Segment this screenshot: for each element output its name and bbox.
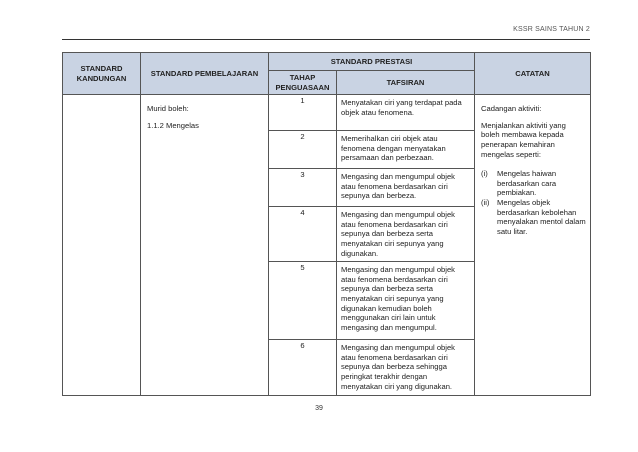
tafsiran-cell: Memerihalkan ciri objek atau fenomena dengan menyatakan persamaan dan perbezaan. xyxy=(337,131,475,169)
tahap-cell: 6 xyxy=(269,340,337,396)
pembelajaran-cell xyxy=(141,95,269,396)
tahap-cell: 5 xyxy=(269,262,337,340)
list-marker: (i) xyxy=(481,169,488,179)
header-standard-prestasi: STANDARD PRESTASI xyxy=(269,53,475,71)
header-standard-pembelajaran: STANDARD PEMBELAJARAN xyxy=(141,53,269,95)
page-number: 39 xyxy=(315,405,323,412)
tafsiran-cell: Mengasing dan mengumpul objek atau fenomena berdasarkan ciri sepunya dan berbeza serta menyatakan ciri sepunya yang digunakan. xyxy=(337,207,475,262)
tahap-cell: 2 xyxy=(269,131,337,169)
standards-table xyxy=(62,52,591,396)
list-item xyxy=(481,169,586,198)
header-rule xyxy=(62,39,590,40)
tafsiran-cell: Mengasing dan mengumpul objek atau fenomena berdasarkan ciri sepunya dan berbeza. xyxy=(337,169,475,207)
catatan-cell xyxy=(475,95,591,396)
tahap-cell: 3 xyxy=(269,169,337,207)
tahap-cell: 1 xyxy=(269,95,337,131)
pembelajaran-item: 1.1.2 Mengelas xyxy=(147,120,199,130)
tafsiran-cell: Mengasing dan mengumpul objek atau fenomena berdasarkan ciri sepunya dan berbeza serta menyatakan ciri sepunya yang digunakan kemudian boleh menggunakan ciri lain untuk mengasing dan mengumpul. xyxy=(337,262,475,340)
list-text: Mengelas haiwan berdasarkan cara pembiakan. xyxy=(497,169,557,198)
running-header: KSSR SAINS TAHUN 2 xyxy=(513,26,590,33)
header-catatan: CATATAN xyxy=(475,53,591,95)
header-tahap-penguasaan: TAHAP PENGUASAAN xyxy=(269,71,337,95)
catatan-intro: Menjalankan aktiviti yang boleh membawa kepada penerapan kemahiran mengelas seperti: xyxy=(481,120,566,159)
tahap-cell: 4 xyxy=(269,207,337,262)
list-marker: (ii) xyxy=(481,197,490,207)
pembelajaran-intro: Murid boleh: xyxy=(147,104,189,114)
header-standard-kandungan: STANDARD KANDUNGAN xyxy=(63,53,141,95)
tafsiran-cell: Mengasing dan mengumpul objek atau fenomena berdasarkan ciri sepunya dan berbeza sehingga peringkat terakhir dengan menyatakan ciri yang digunakan. xyxy=(337,340,475,396)
tafsiran-cell: Menyatakan ciri yang terdapat pada objek atau fenomena. xyxy=(337,95,475,131)
list-text: Mengelas objek berdasarkan kebolehan menyalakan mentol dalam satu litar. xyxy=(497,197,586,236)
header-tafsiran: TAFSIRAN xyxy=(337,71,475,95)
list-item xyxy=(481,198,586,236)
catatan-cadangan: Cadangan aktiviti: xyxy=(481,104,542,114)
kandungan-cell xyxy=(63,95,141,396)
catatan-list xyxy=(481,169,586,236)
